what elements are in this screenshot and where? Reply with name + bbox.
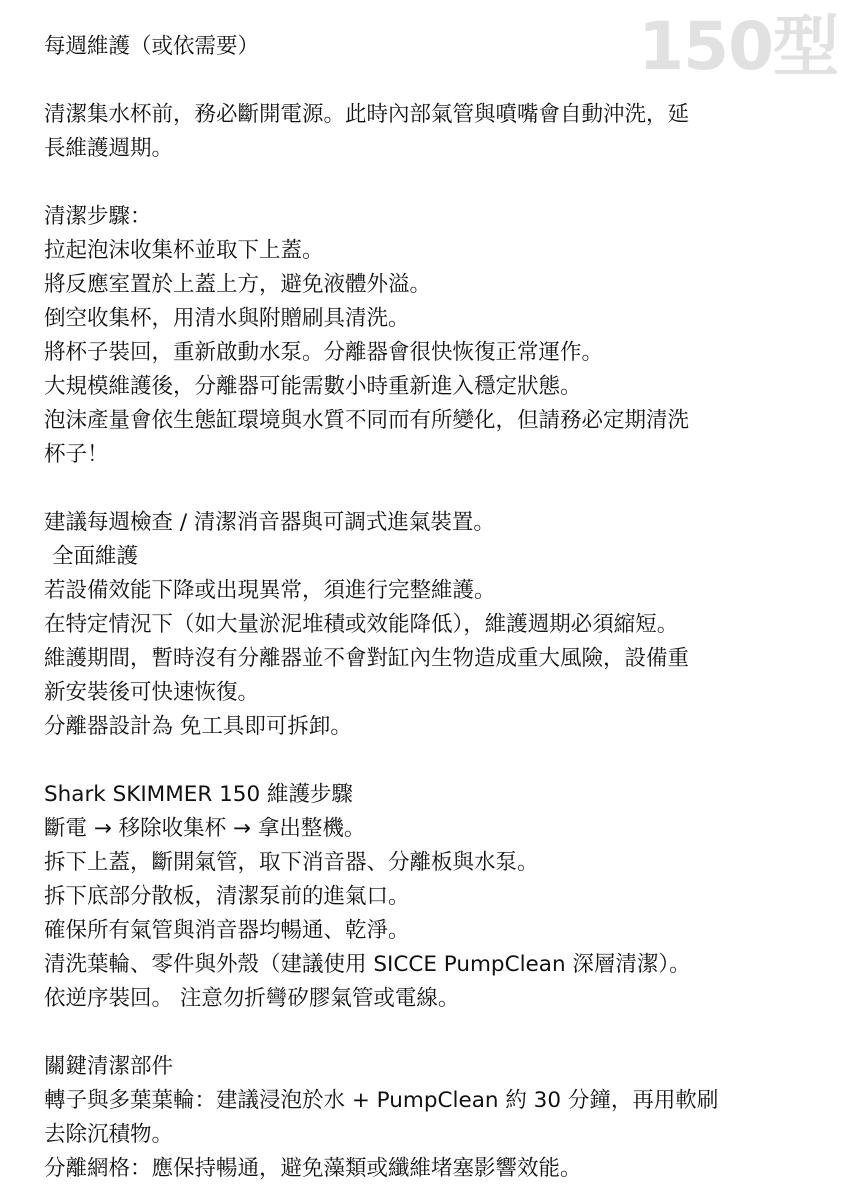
cleaning-step: 杯子！ bbox=[44, 442, 109, 467]
spacer bbox=[44, 1016, 834, 1050]
key-part-line: 轉子與多葉葉輪：建議浸泡於水 + PumpClean 約 30 分鐘，再用軟刷 bbox=[44, 1088, 719, 1113]
spacer bbox=[44, 472, 834, 506]
cleaning-step: 泡沫產量會依生態缸環境與水質不同而有所變化，但請務必定期清洗 bbox=[44, 408, 690, 433]
cleaning-step: 將杯子裝回，重新啟動水泵。分離器會很快恢復正常運作。 bbox=[44, 340, 604, 365]
weekly-intro-line: 長維護週期。 bbox=[44, 136, 174, 161]
key-part-line: 去除沉積物。 bbox=[44, 1122, 174, 1147]
spacer bbox=[44, 166, 834, 200]
model-watermark: 150型 bbox=[638, 8, 838, 85]
shark-step: 拆下底部分散板，清潔泵前的進氣口。 bbox=[44, 884, 410, 909]
full-maintenance-line: 維護期間，暫時沒有分離器並不會對缸內生物造成重大風險，設備重 bbox=[44, 646, 690, 671]
cleaning-step: 將反應室置於上蓋上方，避免液體外溢。 bbox=[44, 272, 432, 297]
full-maintenance-line: 在特定情況下（如大量淤泥堆積或效能降低），維護週期必須縮短。 bbox=[44, 612, 679, 637]
shark-steps-title: Shark SKIMMER 150 維護步驟 bbox=[44, 782, 353, 807]
full-maintenance-line: 新安裝後可快速恢復。 bbox=[44, 680, 260, 705]
weekly-maintenance-title: 每週維護（或依需要） bbox=[44, 34, 260, 59]
shark-step: 拆下上蓋，斷開氣管，取下消音器、分離板與水泵。 bbox=[44, 850, 539, 875]
key-parts-title: 關鍵清潔部件 bbox=[44, 1054, 174, 1079]
key-part-line: 分離網格：應保持暢通，避免藻類或纖維堵塞影響效能。 bbox=[44, 1156, 582, 1181]
shark-step: 依逆序裝回。 注意勿折彎矽膠氣管或電線。 bbox=[44, 986, 460, 1011]
shark-step: 斷電 → 移除收集杯 → 拿出整機。 bbox=[44, 816, 366, 841]
full-maintenance-title: 全面維護 bbox=[52, 544, 139, 569]
weekly-check-note: 建議每週檢查 / 清潔消音器與可調式進氣裝置。 bbox=[44, 510, 495, 535]
full-maintenance-line: 若設備效能下降或出現異常，須進行完整維護。 bbox=[44, 578, 496, 603]
cleaning-step: 大規模維護後，分離器可能需數小時重新進入穩定狀態。 bbox=[44, 374, 582, 399]
spacer bbox=[44, 744, 834, 778]
spacer bbox=[44, 64, 834, 98]
full-maintenance-line: 分離器設計為 免工具即可拆卸。 bbox=[44, 714, 352, 739]
cleaning-steps-title: 清潔步驟： bbox=[44, 204, 152, 229]
maintenance-document bbox=[44, 30, 834, 1186]
shark-step: 清洗葉輪、零件與外殼（建議使用 SICCE PumpClean 深層清潔）。 bbox=[44, 952, 691, 977]
shark-step: 確保所有氣管與消音器均暢通、乾淨。 bbox=[44, 918, 410, 943]
weekly-intro-line: 清潔集水杯前，務必斷開電源。此時內部氣管與噴嘴會自動沖洗，延 bbox=[44, 102, 690, 127]
cleaning-step: 拉起泡沫收集杯並取下上蓋。 bbox=[44, 238, 324, 263]
cleaning-step: 倒空收集杯，用清水與附贈刷具清洗。 bbox=[44, 306, 410, 331]
